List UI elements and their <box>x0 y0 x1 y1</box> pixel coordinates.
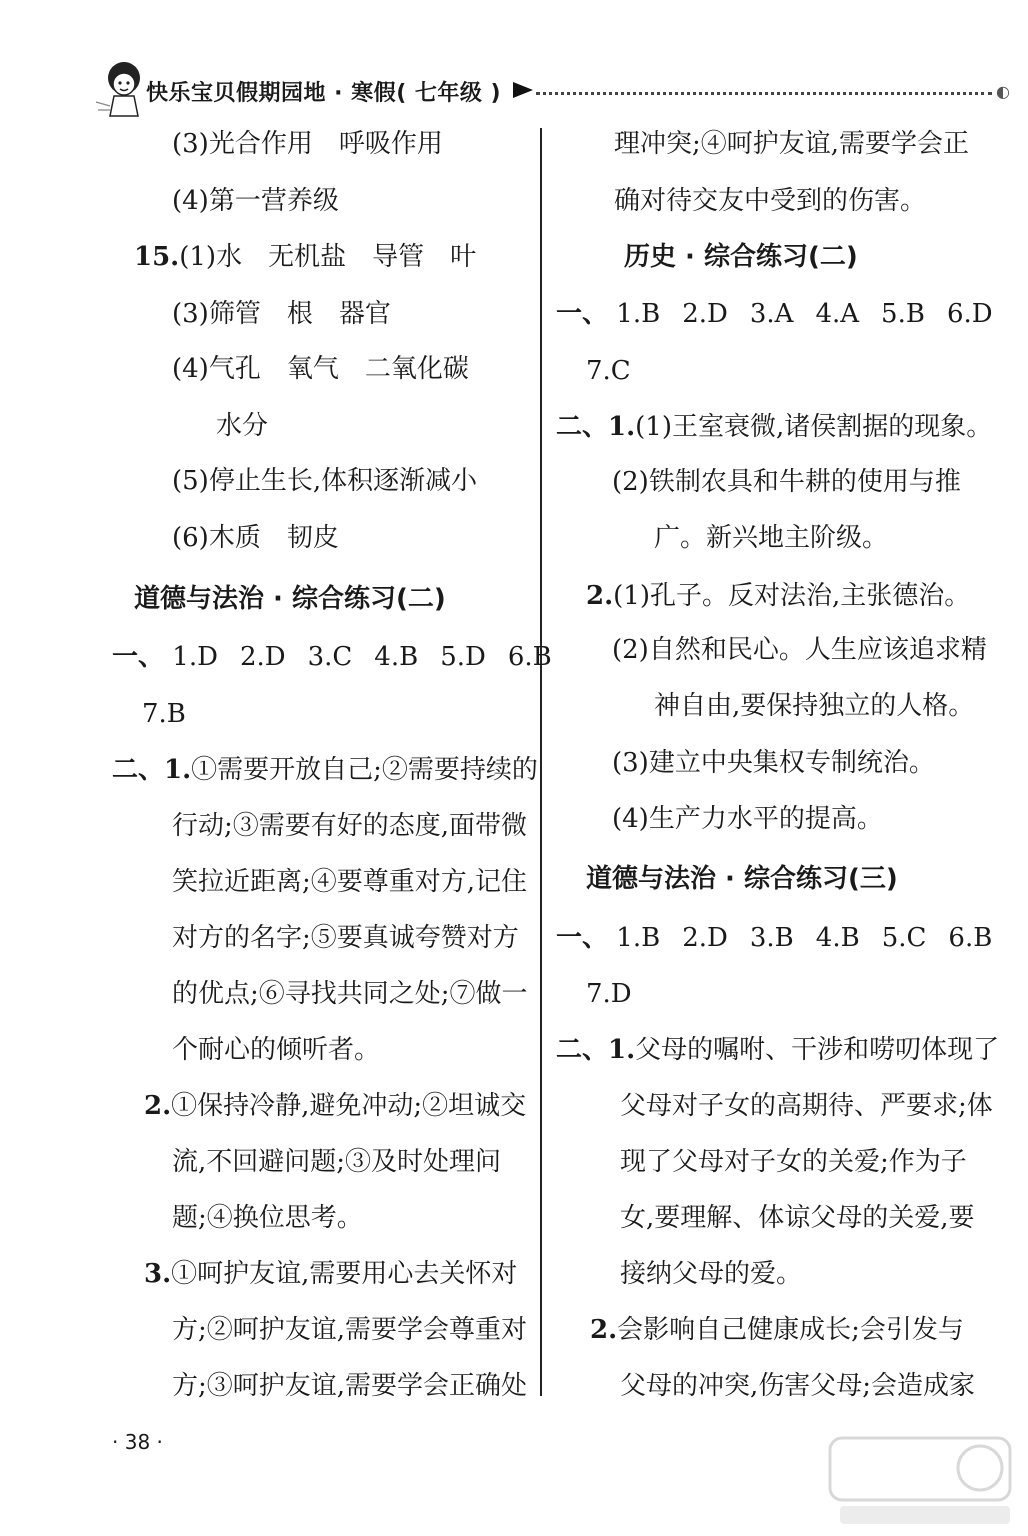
arrow-icon <box>513 82 533 98</box>
answer-line: 笑拉近距离;④要尊重对方,记住 <box>172 867 528 897</box>
choice-answers: 7.C <box>586 356 631 386</box>
answer-line: (3)光合作用 呼吸作用 <box>172 129 443 159</box>
header-dotted-rule <box>536 92 992 95</box>
answer-line: 父母的冲突,伤害父母;会造成家 <box>620 1371 976 1401</box>
section-heading: 道德与法治 · 综合练习(二) <box>134 584 446 614</box>
choice-answers: 一、 1.D 2.D 3.C 4.B 5.D 6.B <box>112 642 552 672</box>
answer-line: (2)自然和民心。人生应该追求精 <box>612 635 987 665</box>
answer-line: (3)筛管 根 器官 <box>172 299 391 329</box>
answer-line: 方;②呵护友谊,需要学会尊重对 <box>172 1315 528 1345</box>
answer-line: 神自由,要保持独立的人格。 <box>654 691 975 721</box>
answer-line: 现了父母对子女的关爱;作为子 <box>620 1147 967 1177</box>
watermark-logo <box>820 1430 1020 1530</box>
choice-answers: 一、 1.B 2.D 3.A 4.A 5.B 6.D <box>556 299 993 329</box>
answer-line: (6)木质 韧皮 <box>172 523 339 553</box>
mascot-icon <box>92 58 148 122</box>
answer-line: 水分 <box>216 411 269 441</box>
page-number: · 38 · <box>112 1430 163 1454</box>
answer-line: 对方的名字;⑤要真诚夸赞对方 <box>172 923 519 953</box>
answer-line: 2.(1)孔子。反对法治,主张德治。 <box>586 581 971 611</box>
answer-line: 2.会影响自己健康成长;会引发与 <box>590 1315 964 1345</box>
answer-line: (4)气孔 氧气 二氧化碳 <box>172 354 469 384</box>
answer-line: (3)建立中央集权专制统治。 <box>612 748 935 778</box>
answer-line: (4)生产力水平的提高。 <box>612 804 883 834</box>
column-divider <box>540 128 542 1396</box>
page-header <box>92 58 1022 128</box>
answer-line: 行动;③需要有好的态度,面带微 <box>172 811 528 841</box>
choice-answers: 7.B <box>142 699 186 729</box>
choice-answers: 7.D <box>586 979 632 1009</box>
answer-line: 流,不回避问题;③及时处理问 <box>172 1147 502 1177</box>
answer-line: 二、1.父母的嘱咐、干涉和唠叨体现了 <box>556 1035 1000 1065</box>
answer-line: (5)停止生长,体积逐渐减小 <box>172 466 478 496</box>
answer-line: 二、1.①需要开放自己;②需要持续的 <box>112 755 538 785</box>
answer-line: (4)第一营养级 <box>172 186 339 216</box>
answer-line: 广。新兴地主阶级。 <box>654 523 889 553</box>
answer-line: 方;③呵护友谊,需要学会正确处 <box>172 1371 528 1401</box>
answer-line: 接纳父母的爱。 <box>620 1259 803 1289</box>
answer-line: 父母对子女的高期待、严要求;体 <box>620 1091 993 1121</box>
answer-line: 确对待交友中受到的伤害。 <box>614 186 927 216</box>
answer-line: 3.①呵护友谊,需要用心去关怀对 <box>144 1259 518 1289</box>
answer-line: 15.(1)水 无机盐 导管 叶 <box>134 242 477 272</box>
answer-line: 个耐心的倾听者。 <box>172 1035 381 1065</box>
answer-line: 的优点;⑥寻找共同之处;⑦做一 <box>172 979 528 1009</box>
choice-answers: 一、 1.B 2.D 3.B 4.B 5.C 6.B <box>556 923 993 953</box>
answer-line: 二、1.(1)王室衰微,诸侯割据的现象。 <box>556 412 993 442</box>
header-title: 快乐宝贝假期园地 · 寒假( 七年级 ) <box>146 81 502 106</box>
section-heading: 历史 · 综合练习(二) <box>624 242 858 272</box>
answer-line: 题;④换位思考。 <box>172 1203 363 1233</box>
section-heading: 道德与法治 · 综合练习(三) <box>586 864 898 894</box>
answer-line: 女,要理解、体谅父母的关爱,要 <box>620 1203 975 1233</box>
answer-line: (2)铁制农具和牛耕的使用与推 <box>612 467 961 497</box>
answer-line: 2.①保持冷静,避免冲动;②坦诚交 <box>144 1091 527 1121</box>
answer-line: 理冲突;④呵护友谊,需要学会正 <box>614 129 970 159</box>
header-end-mark: ◐ <box>996 82 1010 101</box>
